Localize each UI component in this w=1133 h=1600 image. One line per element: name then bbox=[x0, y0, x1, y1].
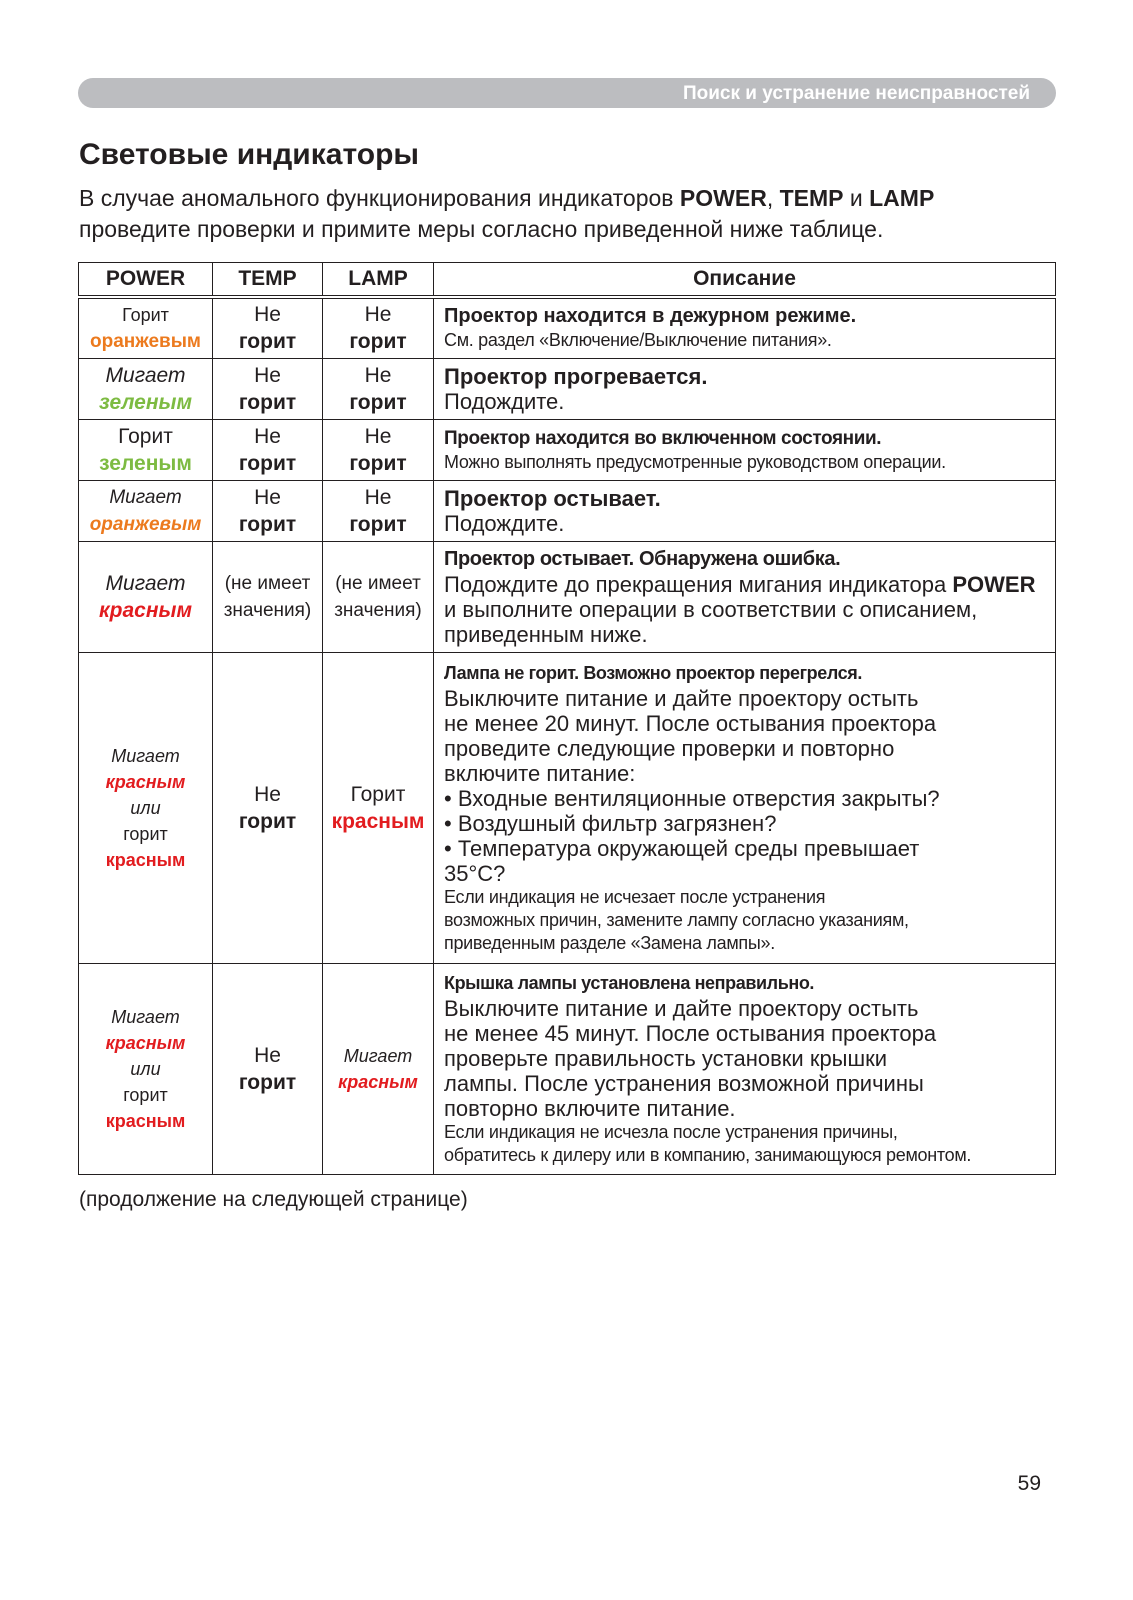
intro-temp: TEMP bbox=[779, 185, 844, 211]
description-cell: Крышка лампы установлена неправильно. Выключите питание и дайте проектору остыть не менее 45 минут. После остывания проектора проверьте правильность установки крышки лампы. После устранения возможной причины повторно включите питание. Если индикация не исчезла после устранения причины, обратитесь к дилеру или в компанию, занимающуюся ремонтом. bbox=[434, 963, 1056, 1174]
table-row bbox=[79, 297, 1056, 358]
temp-cell: (не имеет значения) bbox=[213, 541, 323, 652]
section-title: Поиск и устранение неисправностей bbox=[682, 83, 1030, 104]
description-cell: Проектор находится в дежурном режиме. См. раздел «Включение/Выключение питания». bbox=[434, 297, 1056, 358]
continued-note: (продолжение на следующей странице) bbox=[79, 1188, 468, 1211]
header-power: POWER bbox=[79, 263, 213, 298]
intro-lamp: LAMP bbox=[869, 185, 935, 211]
header-description: Описание bbox=[434, 263, 1056, 298]
header-temp: TEMP bbox=[213, 263, 323, 298]
table-row bbox=[79, 480, 1056, 541]
power-cell: Мигает красным или горит красным bbox=[79, 652, 213, 963]
temp-cell: Не горит bbox=[213, 480, 323, 541]
description-cell: Проектор остывает. Подождите. bbox=[434, 480, 1056, 541]
table-header-row bbox=[79, 263, 1056, 298]
lamp-cell: Не горит bbox=[323, 297, 434, 358]
power-cell: Мигает красным bbox=[79, 541, 213, 652]
table-row bbox=[79, 963, 1056, 1174]
power-cell: Мигает красным или горит красным bbox=[79, 963, 213, 1174]
description-cell: Лампа не горит. Возможно проектор перегрелся. Выключите питание и дайте проектору остыть не менее 20 минут. После остывания проектора проведите следующие проверки и повторно включите питание: • Входные вентиляционные отверстия закрыты? • Воздушный фильтр загрязнен? • Температура окружающей среды превышает 35°C? Если индикация не исчезает после устранения возможных причин, замените лампу согласно указаниям, приведенным разделе «Замена лампы». bbox=[434, 652, 1056, 963]
indicator-table bbox=[78, 262, 1056, 1175]
header-lamp: LAMP bbox=[323, 263, 434, 298]
lamp-cell: Не горит bbox=[323, 358, 434, 419]
temp-cell: Не горит bbox=[213, 963, 323, 1174]
description-cell: Проектор остывает. Обнаружена ошибка. Подождите до прекращения мигания индикатора POWER и выполните операции в соответствии с описанием, приведенным ниже. bbox=[434, 541, 1056, 652]
page-title: Световые индикаторы bbox=[79, 138, 420, 171]
table-row bbox=[79, 358, 1056, 419]
table-row bbox=[79, 652, 1056, 963]
table-row bbox=[79, 419, 1056, 480]
intro-text-2: проведите проверки и примите меры согласно приведенной ниже таблице. bbox=[79, 216, 884, 242]
power-cell: Мигает зеленым bbox=[79, 358, 213, 419]
description-cell: Проектор находится во включенном состоянии. Можно выполнять предусмотренные руководством операции. bbox=[434, 419, 1056, 480]
power-cell: Мигает оранжевым bbox=[79, 480, 213, 541]
temp-cell: Не горит bbox=[213, 358, 323, 419]
table-row bbox=[79, 541, 1056, 652]
intro-text-1: В случае аномального функционирования индикаторов bbox=[79, 185, 680, 211]
lamp-cell: Не горит bbox=[323, 480, 434, 541]
temp-cell: Не горит bbox=[213, 297, 323, 358]
section-banner bbox=[78, 78, 1056, 108]
lamp-cell: Мигает красным bbox=[323, 963, 434, 1174]
power-cell: Горит оранжевым bbox=[79, 297, 213, 358]
intro-power: POWER bbox=[679, 185, 767, 211]
description-cell: Проектор прогревается. Подождите. bbox=[434, 358, 1056, 419]
lamp-cell: (не имеет значения) bbox=[323, 541, 434, 652]
power-cell: Горит зеленым bbox=[79, 419, 213, 480]
page-number: 59 bbox=[1017, 1472, 1041, 1495]
temp-cell: Не горит bbox=[213, 652, 323, 963]
intro-and: и bbox=[843, 185, 870, 211]
temp-cell: Не горит bbox=[213, 419, 323, 480]
intro-sep: , bbox=[766, 185, 780, 211]
lamp-cell: Горит красным bbox=[323, 652, 434, 963]
lamp-cell: Не горит bbox=[323, 419, 434, 480]
intro-paragraph bbox=[79, 183, 1059, 245]
